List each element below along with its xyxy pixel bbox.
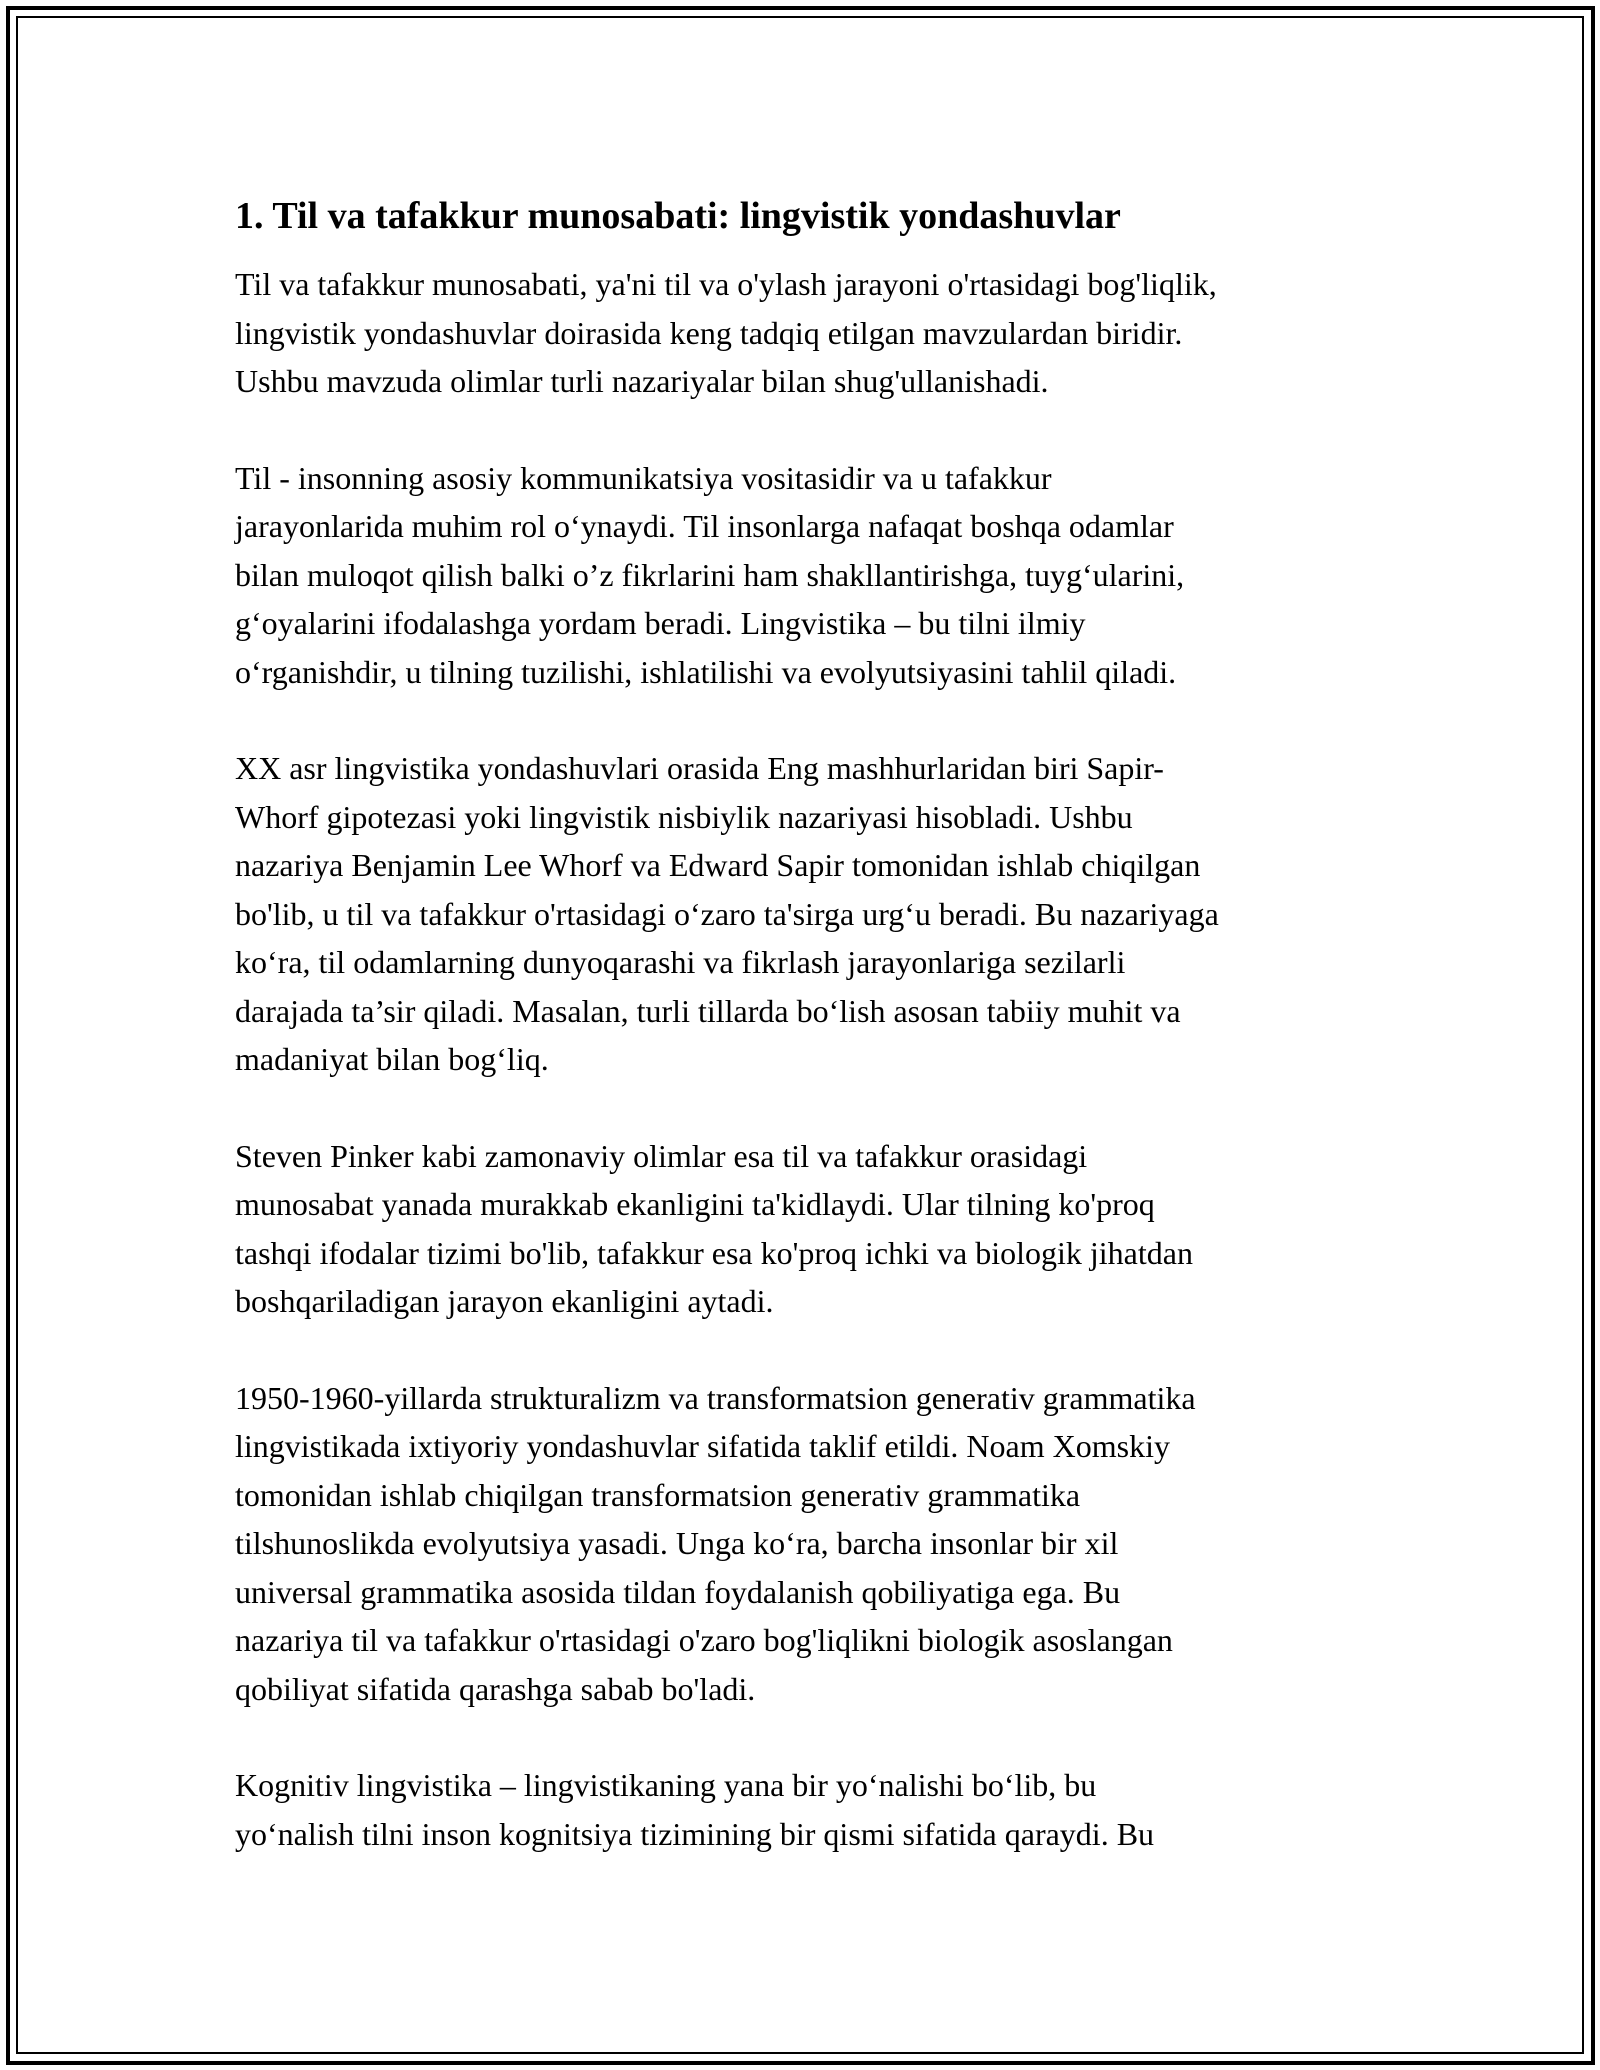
paragraph-line: madaniyat bilan bog‘liq. <box>235 1041 549 1077</box>
paragraph-line: munosabat yanada murakkab ekanligini ta'kidlaydi. Ular tilning ko'proq <box>235 1186 1155 1222</box>
paragraph-line: Til - insonning asosiy kommunikatsiya vositasidir va u tafakkur <box>235 459 1052 496</box>
paragraph-line: tashqi ifodalar tizimi bo'lib, tafakkur esa ko'proq ichki va biologik jihatdan <box>235 1234 1193 1271</box>
paragraph-4 <box>235 1132 1370 1326</box>
paragraph-line: bilan muloqot qilish balki o’z fikrlarini ham shakllantirishga, tuyg‘ularini, <box>235 556 1185 593</box>
paragraph-line: nazariya Benjamin Lee Whorf va Edward Sapir tomonidan ishlab chiqilgan <box>235 847 1201 883</box>
paragraph-line: o‘rganishdir, u tilning tuzilishi, ishlatilishi va evolyutsiyasini tahlil qiladi. <box>235 653 1177 690</box>
paragraph-line: jarayonlarida muhim rol o‘ynaydi. Til insonlarga nafaqat boshqa odamlar <box>235 508 1174 544</box>
paragraph-line: qobiliyat sifatida qarashga sabab bo'ladi. <box>235 1670 756 1707</box>
paragraph-line: ko‘ra, til odamlarning dunyoqarashi va fikrlash jarayonlariga sezilarli <box>235 944 1126 980</box>
paragraph-line: darajada ta’sir qiladi. Masalan, turli tillarda bo‘lish asosan tabiiy muhit va <box>235 992 1181 1029</box>
paragraph-1 <box>235 260 1370 406</box>
paragraph-2 <box>235 454 1370 697</box>
paragraph-line: Kognitiv lingvistika – lingvistikaning yana bir yo‘nalishi bo‘lib, bu <box>235 1767 1097 1803</box>
paragraph-line: boshqariladigan jarayon ekanligini aytadi. <box>235 1283 774 1319</box>
paragraph-line: Til va tafakkur munosabati, ya'ni til va o'ylash jarayoni o'rtasidagi bog'liqlik, <box>235 266 1217 302</box>
paragraph-3 <box>235 744 1370 1084</box>
paragraph-line: yo‘nalish tilni inson kognitsiya tizimining bir qismi sifatida qaraydi. Bu <box>235 1815 1155 1852</box>
section-heading: 1. Til va tafakkur munosabati: lingvistik yondashuvlar <box>235 195 1121 237</box>
document-body <box>235 190 1370 1906</box>
paragraph-line: universal grammatika asosida tildan foydalanish qobiliyatiga ega. Bu <box>235 1573 1121 1610</box>
paragraph-line: Steven Pinker kabi zamonaviy olimlar esa til va tafakkur orasidagi <box>235 1137 1088 1174</box>
paragraph-line: lingvistik yondashuvlar doirasida keng tadqiq etilgan mavzulardan biridir. <box>235 314 1183 351</box>
paragraph-line: XX asr lingvistika yondashuvlari orasida Eng mashhurlaridan biri Sapir- <box>235 750 1164 786</box>
paragraph-line: Ushbu mavzuda olimlar turli nazariyalar bilan shug'ullanishadi. <box>235 363 1049 399</box>
paragraph-line: tilshunoslikda evolyutsiya yasadi. Unga ko‘ra, barcha insonlar bir xil <box>235 1525 1119 1561</box>
paragraph-6 <box>235 1761 1370 1858</box>
paragraph-5 <box>235 1374 1370 1714</box>
paragraph-line: bo'lib, u til va tafakkur o'rtasidagi o‘zaro ta'sirga urg‘u beradi. Bu nazariyaga <box>235 895 1219 932</box>
paragraph-line: lingvistikada ixtiyoriy yondashuvlar sifatida taklif etildi. Noam Xomskiy <box>235 1428 1170 1464</box>
paragraph-line: tomonidan ishlab chiqilgan transformatsion generativ grammatika <box>235 1476 1081 1513</box>
paragraph-line: g‘oyalarini ifodalashga yordam beradi. Lingvistika – bu tilni ilmiy <box>235 605 1086 641</box>
paragraph-line: nazariya til va tafakkur o'rtasidagi o'zaro bog'liqlikni biologik asoslangan <box>235 1622 1173 1658</box>
paragraph-line: Whorf gipotezasi yoki lingvistik nisbiylik nazariyasi hisobladi. Ushbu <box>235 798 1133 835</box>
paragraph-line: 1950-1960-yillarda strukturalizm va transformatsion generativ grammatika <box>235 1379 1196 1416</box>
